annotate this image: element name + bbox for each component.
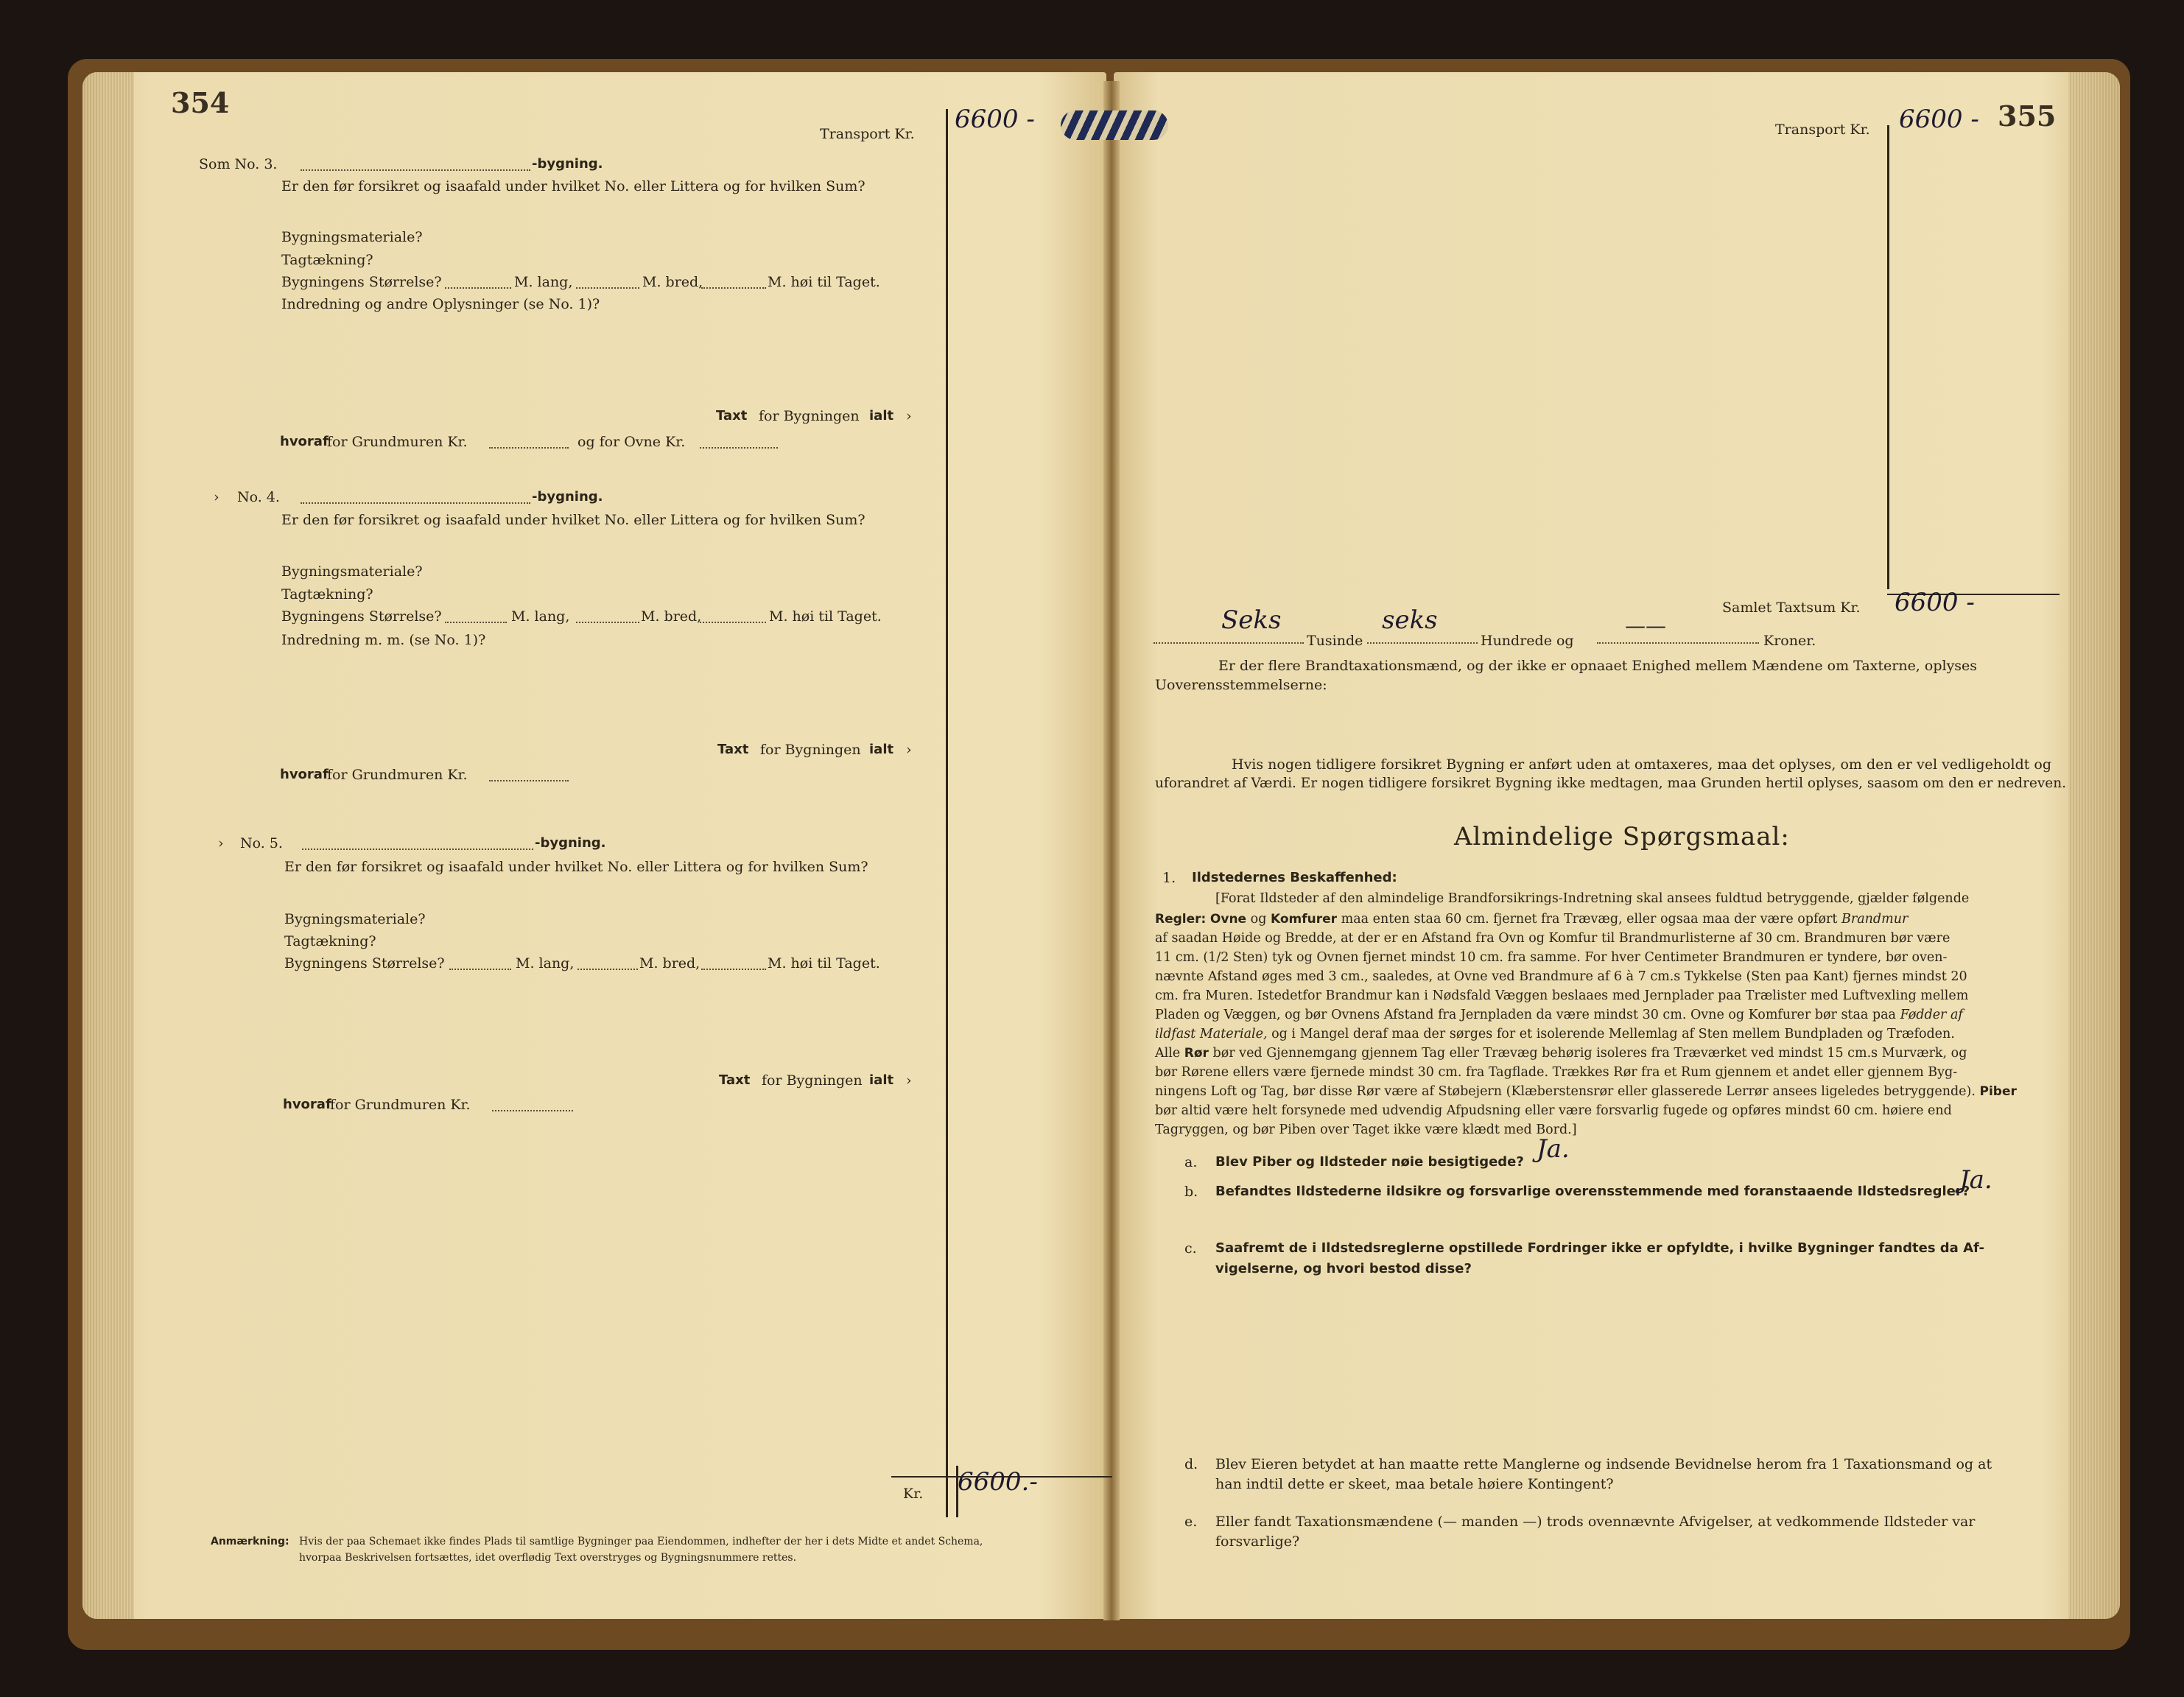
question-c-letter: c. [1184,1240,1197,1257]
foundation-line [489,447,569,449]
rules-line-3: af saadan Høide og Bredde, at der er en Afstand fra Ovn og Komfur til Brandmurlisterne af 30 cm. Brandmuren bør være [1155,931,1950,946]
length-line [449,969,511,970]
hvoraf-label: hvoraf [280,434,329,449]
interior-label: Indredning og andre Oplysninger (se No. 1)? [281,296,600,312]
rules-line-7 [1155,1006,1963,1025]
section-number: No. 4. [237,489,280,505]
section-number: Som No. 3. [199,156,278,172]
remark-line-1: Hvis der paa Schemaet ikke findes Plads til samtlige Bygninger paa Eiendommen, indhefter der her i dets Midte et andet Schema, [299,1536,983,1547]
rules-og: og [1250,912,1267,927]
roofing-label: Tagtækning? [284,933,376,949]
stoves-line [700,447,778,449]
taxt-label: Taxt [719,1072,751,1088]
remainder-handwritten: —— [1625,614,1666,638]
insured-question: Er den før forsikret og isaafald under hvilket No. eller Littera og for hvilken Sum? [284,859,868,875]
thousands-label: Tusinde [1307,633,1363,649]
ialt-label: ialt [869,1072,894,1088]
size-label: Bygningens Størrelse? [281,608,442,625]
rules-line-9-text: bør ved Gjennemgang gjennem Tag eller Trævæg behørig isoleres fra Træværket ved mindst 15 cm.s Murværk, og [1212,1046,1967,1061]
interior-label: Indredning m. m. (se No. 1)? [281,632,486,648]
rules-line-9 [1155,1044,1967,1064]
taxt-text: for Bygningen [759,408,860,424]
rules-line-11 [1155,1083,2017,1102]
question-a-letter: a. [1184,1154,1198,1170]
question-c-line-1: Saafremt de i Ildstedsreglerne opstillede Fordringer ikke er opfyldte, i hvilke Bygninger fandtes da Af- [1215,1240,1985,1256]
question-b-letter: b. [1184,1184,1198,1200]
disagreement-line-2: Uoverensstemmelserne: [1155,677,1327,693]
building-type-line [301,169,530,171]
foundation-label: for Grundmuren Kr. [327,767,468,783]
taxt-text: for Bygningen [760,742,861,758]
question-d-line-2: han indtil dette er skeet, maa betale høiere Kontingent? [1215,1476,1614,1492]
building-type-line [302,848,533,850]
kr-value-left: 6600.- [958,1467,1038,1497]
general-questions-heading: Almindelige Spørgsmaal: [1454,822,1790,851]
width-label: M. bred, [639,955,701,972]
foundation-label: for Grundmuren Kr. [330,1097,471,1113]
rules-line-11-text: ningens Loft og Tag, bør disse Rør være af Støbejern (Klæberstensrør eller glasserede Lerrør ansees ligeledes betryggende). [1155,1084,1976,1099]
length-line [445,287,511,289]
ditto-mark: › [906,742,912,758]
rules-line-8 [1155,1025,1955,1044]
hundreds-handwritten: seks [1382,605,1438,635]
thousands-handwritten: Seks [1221,605,1282,635]
material-label: Bygningsmateriale? [284,911,426,927]
total-sum-label: Samlet Taxtsum Kr. [1722,600,1861,616]
length-label: M. lang, [511,608,570,625]
hundreds-label: Hundrede og [1481,633,1574,649]
rules-italic-ildfast: ildfast Materiale, [1155,1027,1268,1041]
rules-line-7-text: Pladen og Væggen, og bør Ovnens Afstand fra Jernpladen da være mindst 30 cm. Ovne og Komfurer bør staa paa [1155,1008,1896,1022]
ditto-mark: › [214,489,220,505]
transport-value-left: 6600 - [955,105,1035,134]
width-line [576,287,639,289]
total-sum-value: 6600 - [1895,588,1975,617]
rules-line-4: 11 cm. (1/2 Sten) tyk og Ovnen fjernet mindst 10 cm. fra samme. For hver Centimeter Brandmuren er tyndere, bør oven- [1155,950,1948,965]
rules-italic-fodder: Fødder af [1900,1008,1963,1022]
transport-label-right: Transport Kr. [1775,122,1870,138]
stoves-label: og for Ovne Kr. [577,434,686,450]
foundation-line [489,780,569,781]
rules-italic-brandmur: Brandmur [1841,912,1909,927]
height-label: M. høi til Taget. [768,955,880,972]
roofing-label: Tagtækning? [281,586,373,602]
question-d-letter: d. [1184,1456,1198,1472]
prior-insured-line-2: uforandret af Værdi. Er nogen tidligere forsikret Bygning ikke medtagen, maa Grunden hertil oplyses, saasom om den er nedreven. [1155,776,2067,791]
taxt-label: Taxt [716,408,748,424]
hundreds-line [1367,642,1478,644]
rules-line-6: cm. fra Muren. Istedetfor Brandmur kan i Nødsfald Væggen beslaaes med Jernplader paa Trælister med Luftvexling mellem [1155,988,1969,1003]
rules-line-1: [Forat Ildsteder af den almindelige Brandforsikrings-Indretning skal ansees fuldtud betryggende, gjælder følgende [1215,891,1970,906]
taxt-text: for Bygningen [762,1072,863,1089]
question-d-line-1: Blev Eieren betydet at han maatte rette Manglerne og indsende Bevidnelse herom fra 1 Taxationsmand og at [1215,1456,1992,1472]
amount-column-rule-right [1887,125,1889,589]
remark-line-2: hvorpaa Beskrivelsen fortsættes, idet overflødig Text overstryges og Bygningsnummere rettes. [299,1552,797,1564]
rules-bold-ovne: Ovne [1209,912,1247,927]
foundation-label: for Grundmuren Kr. [327,434,468,450]
length-line [445,622,507,623]
foundation-line [492,1110,573,1111]
transport-label-left: Transport Kr. [820,126,915,142]
ditto-mark: › [906,408,912,424]
rules-line-8-text: og i Mangel deraf maa der sørges for et isolerende Mellemlag af Sten mellem Bundpladen og Træfoden. [1271,1027,1955,1041]
disagreement-line-1: Er der flere Brandtaxationsmænd, og der ikke er opnaaet Enighed mellem Mændene om Taxterne, oplyses [1218,658,1978,674]
taxt-label: Taxt [717,742,749,757]
left-page-edges [82,72,134,1619]
rules-bold-regler: Regler: [1155,912,1207,927]
question-b-answer: Ja. [1959,1165,1992,1195]
material-label: Bygningsmateriale? [281,229,423,245]
rules-line-2 [1155,910,2032,930]
height-label: M. høi til Taget. [769,608,882,625]
length-label: M. lang, [514,274,573,290]
width-line [576,622,639,623]
roofing-label: Tagtækning? [281,252,373,268]
building-suffix: -bygning. [532,156,603,172]
ialt-label: ialt [869,742,894,757]
question-1-number: 1. [1162,870,1176,886]
question-c-line-2: vigelserne, og hvori bestod disse? [1215,1261,1472,1276]
insured-question: Er den før forsikret og isaafald under hvilket No. eller Littera og for hvilken Sum? [281,178,865,194]
building-suffix: -bygning. [535,835,606,851]
question-e-letter: e. [1184,1514,1198,1530]
height-line [701,287,766,289]
question-e-line-2: forsvarlige? [1215,1533,1300,1550]
ditto-mark: › [218,835,224,851]
right-page-edges [2068,72,2120,1619]
page-number-left: 354 [171,86,230,119]
kroner-label: Kroner. [1763,633,1816,649]
height-label: M. høi til Taget. [768,274,880,290]
building-type-line [301,502,530,504]
kr-label-left: Kr. [903,1486,924,1502]
transport-value-right: 6600 - [1899,105,1979,134]
width-label: M. bred, [641,608,702,625]
hvoraf-label: hvoraf [283,1097,331,1112]
rules-line-2-text: maa enten staa 60 cm. fjernet fra Trævæg, eller ogsaa maa der være opført [1341,912,1838,927]
amount-column-rule-left [946,109,948,1517]
rules-line-5: nævnte Afstand øges med 3 cm., saaledes, at Ovne ved Brandmure af 6 à 7 cm.s Tykkelse (Sten paa Kant) fjernes mindst 20 [1155,969,1967,984]
height-line [700,622,766,623]
material-label: Bygningsmateriale? [281,563,423,580]
building-suffix: -bygning. [532,489,603,505]
rules-bold-komfurer: Komfurer [1270,912,1338,927]
rules-line-10: bør Rørene ellers være fjernede mindst 30 cm. fra Tagflade. Trækkes Rør fra et Rum gjennem et andet eller gjennem Byg- [1155,1065,1958,1080]
rules-line-12: bør altid være helt forsynede med udvendig Afpudsning eller være forsvarlig fugede og opføres mindst 60 cm. høiere end [1155,1103,1952,1118]
remainder-line [1597,642,1759,644]
section-number: No. 5. [240,835,283,851]
book-gutter [1103,81,1120,1620]
question-a-answer: Ja. [1537,1134,1570,1164]
rules-bold-piber: Piber [1979,1084,2017,1099]
rules-line-9-start: Alle [1155,1046,1181,1061]
question-a-text: Blev Piber og Ildsteder nøie besigtigede? [1215,1154,1524,1170]
width-label: M. bred, [642,274,703,290]
prior-insured-line-1: Hvis nogen tidligere forsikret Bygning er anført uden at omtaxeres, maa det oplyses, om den er vel vedligeholdt og [1232,756,2052,773]
thousands-line [1154,642,1304,644]
question-b-text: Befandtes Ildstederne ildsikre og forsvarlige overensstemmende med foranstaaende Ildstedsregler? [1215,1184,1970,1199]
rules-bold-ror: Rør [1184,1046,1209,1061]
rules-line-13: Tagryggen, og bør Piben over Taget ikke være klædt med Bord.] [1155,1122,1577,1137]
ialt-label: ialt [869,408,894,424]
page-number-right: 355 [1998,99,2057,133]
length-label: M. lang, [516,955,575,972]
height-line [701,969,766,970]
ditto-mark: › [906,1072,912,1089]
size-label: Bygningens Størrelse? [284,955,445,972]
width-line [577,969,638,970]
insured-question: Er den før forsikret og isaafald under hvilket No. eller Littera og for hvilken Sum? [281,512,865,528]
question-e-line-1: Eller fandt Taxationsmændene (— manden —) trods ovennævnte Afvigelser, at vedkommende Ildsteder var [1215,1514,1976,1530]
hvoraf-label: hvoraf [280,767,329,782]
question-1-title: Ildstedernes Beskaffenhed: [1192,870,1397,885]
size-label: Bygningens Størrelse? [281,274,442,290]
binding-ribbon [1061,110,1168,140]
remark-label: Anmærkning: [211,1536,289,1547]
